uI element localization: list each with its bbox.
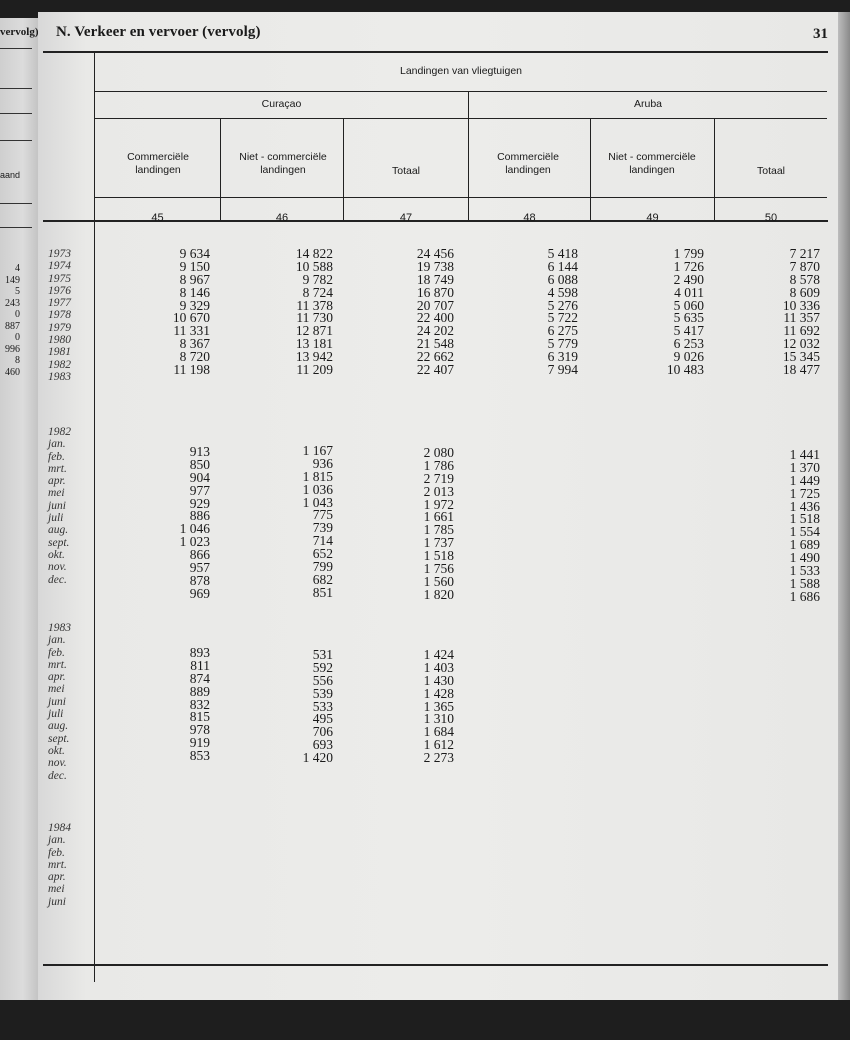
column-number-46: 46	[275, 212, 289, 224]
column-number-45: 45	[151, 212, 164, 224]
stub-1982-months: 1982 jan. feb. mrt. apr. mei juni juli aug. sept. okt. nov. dec.	[48, 426, 71, 586]
super-header: Landingen van vliegtuigen	[399, 65, 523, 77]
table-bottom-rule	[43, 964, 828, 966]
column-header-48: Commerciële landingen	[497, 151, 559, 176]
divider	[0, 88, 32, 89]
stub-1983-months: 1983 jan. feb. mrt. apr. mei juni juli aug. sept. okt. nov. dec.	[48, 622, 71, 782]
annual-column-49: 1 799 1 726 2 490 4 011 5 060 5 635 5 417 6 253 9 026 10 483	[666, 246, 704, 378]
book-binding-shadow	[0, 1000, 850, 1040]
document-page	[38, 12, 838, 1012]
divider	[0, 140, 32, 141]
previous-page-title-fragment: vervolg)	[0, 26, 39, 38]
group-rule	[95, 91, 827, 92]
annual-column-45: 9 634 9 150 8 967 8 146 9 329 10 670 11 331 8 367 8 720 11 198	[172, 246, 210, 378]
column-number-50: 50	[764, 212, 778, 224]
months-1983-column-45: 893 811 874 889 832 815 978 919 853	[189, 645, 210, 764]
column-header-50: Totaal	[756, 165, 786, 177]
previous-page-label-fragment: aand	[0, 170, 21, 180]
page-edge	[838, 12, 850, 1012]
divider	[0, 227, 32, 228]
divider	[0, 203, 32, 204]
months-1982-column-50: 1 441 1 370 1 449 1 725 1 436 1 518 1 554 1 689 1 490 1 533 1 588 1 686	[789, 447, 820, 604]
previous-page-numbers: 4 149 5 243 0 887 0 996 8 460	[5, 263, 20, 378]
months-1982-column-47: 2 080 1 786 2 719 2 013 1 972 1 661 1 785 1 737 1 518 1 756 1 560 1 820	[423, 445, 454, 602]
column-header-49: Niet - commerciële landingen	[608, 151, 696, 176]
page-title: N. Verkeer en vervoer (vervolg)	[56, 24, 261, 40]
stub-annual: 1973 1974 1975 1976 1977 1978 1979 1980 1981 1982 1983	[48, 248, 71, 383]
months-1983-column-47: 1 424 1 403 1 430 1 428 1 365 1 310 1 684 1 612 2 273	[423, 647, 454, 766]
column-number-49: 49	[646, 212, 659, 224]
group-header-curacao: Curaçao	[261, 98, 302, 110]
annual-column-46: 14 822 10 588 9 782 8 724 11 378 11 730 12 871 13 181 13 942 11 209	[295, 246, 333, 378]
stub-1984-months: 1984 jan. feb. mrt. apr. mei juni	[48, 822, 71, 908]
column-header-46: Niet - commerciële landingen	[239, 151, 327, 176]
table-top-rule	[43, 51, 828, 53]
divider	[0, 48, 32, 49]
column-divider	[590, 118, 591, 220]
column-rule	[95, 118, 827, 119]
months-1982-column-46: 1 167 936 1 815 1 036 1 043 775 739 714 652 799 682 851	[302, 443, 333, 600]
previous-page-fragment	[0, 18, 38, 1018]
annual-column-48: 5 418 6 144 6 088 4 598 5 276 5 722 6 275 5 779 6 319 7 994	[547, 246, 578, 378]
column-divider	[220, 118, 221, 220]
divider	[0, 113, 32, 114]
column-number-47: 47	[399, 212, 413, 224]
column-header-47: Totaal	[391, 165, 421, 177]
months-1982-column-45: 913 850 904 977 929 886 1 046 1 023 866 957 878 969	[179, 444, 210, 601]
page-number: 31	[813, 26, 828, 42]
column-number-rule	[95, 197, 827, 198]
column-number-48: 48	[523, 212, 536, 224]
group-header-aruba: Aruba	[633, 98, 663, 110]
months-1983-column-46: 531 592 556 539 533 495 706 693 1 420	[302, 647, 333, 766]
annual-column-50: 7 217 7 870 8 578 8 609 10 336 11 357 11 692 12 032 15 345 18 477	[782, 246, 820, 378]
column-header-45: Commerciële landingen	[127, 151, 189, 176]
annual-column-47: 24 456 19 738 18 749 16 870 20 707 22 400 24 202 21 548 22 662 22 407	[416, 246, 454, 378]
